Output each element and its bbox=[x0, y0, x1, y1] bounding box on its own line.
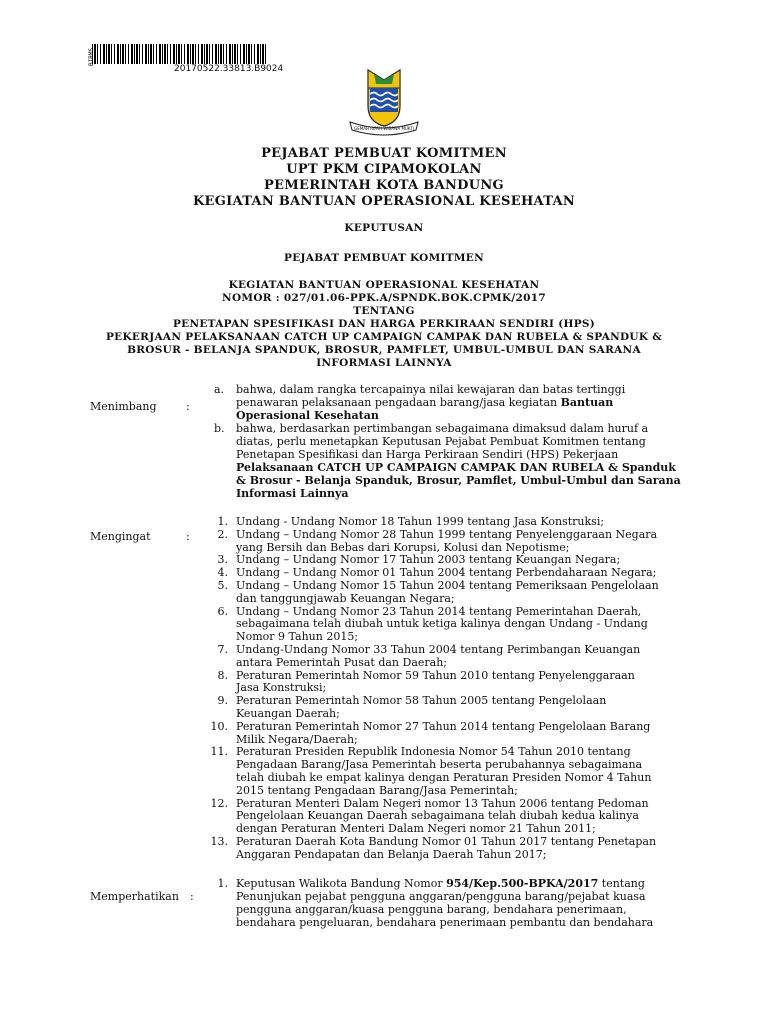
header-line-1: PEJABAT PEMBUAT KOMITMEN bbox=[261, 146, 507, 161]
mengingat-item-line: Peraturan Presiden Republik Indonesia Nomor 54 Tahun 2010 tentang bbox=[236, 745, 631, 759]
mengingat-item-number: 4. bbox=[217, 566, 228, 580]
mengingat-item-number: 12. bbox=[210, 796, 228, 810]
mengingat-item-line: telah diubah ke empat kalinya dengan Peraturan Presiden Nomor 4 Tahun bbox=[236, 771, 652, 784]
mengingat-item-line: Nomor 9 Tahun 2015; bbox=[236, 630, 359, 644]
memperhatikan-label: Memperhatikan bbox=[90, 890, 179, 903]
keputusan-heading: KEPUTUSAN bbox=[344, 222, 424, 234]
barcode bbox=[92, 44, 268, 64]
mengingat-item-line: Undang – Undang Nomor 15 Tahun 2004 tentang Pemeriksaan Pengelolaan bbox=[236, 579, 659, 592]
mengingat-item-line: Undang – Undang Nomor 23 Tahun 2014 tentang Pemerintahan Daerah, bbox=[236, 604, 642, 618]
mengingat-item-line: Peraturan Menteri Dalam Negeri nomor 13 Tahun 2006 tentang Pedoman bbox=[236, 796, 649, 810]
menimbang-a-line-2: penawaran pelaksanaan pengadaan barang/jasa kegiatan Bantuan bbox=[236, 396, 614, 409]
menimbang-colon: : bbox=[186, 400, 190, 413]
mengingat-item-line: Undang – Undang Nomor 28 Tahun 1999 tentang Penyelenggaraan Negara bbox=[236, 527, 658, 541]
emblem-motto: GEMAH RIPAH WIBAWA MUKTI bbox=[354, 126, 414, 131]
mengingat-item-number: 8. bbox=[217, 668, 228, 682]
mengingat-item-line: Undang - Undang Nomor 18 Tahun 1999 tentang Jasa Konstruksi; bbox=[236, 515, 605, 528]
header-line-4: KEGIATAN BANTUAN OPERASIONAL KESEHATAN bbox=[192, 194, 576, 209]
memperhatikan-colon: : bbox=[190, 890, 194, 903]
mengingat-item-line: Peraturan Pemerintah Nomor 59 Tahun 2010 tentang Penyelenggaraan bbox=[236, 668, 635, 682]
header-line-2: UPT PKM CIPAMOKOLAN bbox=[286, 162, 482, 177]
title-line-2: PEKERJAAN PELAKSANAAN CATCH UP CAMPAIGN CAMPAK DAN RUBELA & SPANDUK & bbox=[105, 331, 663, 343]
title-line-3: BROSUR - BELANJA SPANDUK, BROSUR, PAMFLET, UMBUL-UMBUL DAN SARANA bbox=[127, 344, 641, 356]
mengingat-item-line: dengan Peraturan Menteri Dalam Negeri nomor 21 Tahun 2011; bbox=[236, 822, 596, 836]
mengingat-item-number: 13. bbox=[210, 835, 228, 848]
mengingat-item-line: sebagaimana telah diubah untuk ketiga kalinya dengan Undang - Undang bbox=[236, 617, 648, 631]
mengingat-item-line: Milik Negara/Daerah; bbox=[236, 732, 358, 746]
mengingat-item-number: 11. bbox=[210, 745, 228, 759]
mengingat-label: Mengingat bbox=[90, 530, 151, 543]
mengingat-item-line: 2015 tentang Pengadaan Barang/Jasa Pemerintah; bbox=[236, 783, 518, 797]
mengingat-item-number: 10. bbox=[210, 719, 228, 733]
mengingat-item-number: 3. bbox=[217, 553, 228, 567]
header-line-3: PEMERINTAH KOTA BANDUNG bbox=[264, 178, 504, 193]
mengingat-item-line: Undang – Undang Nomor 01 Tahun 2004 tentang Perbendaharaan Negara; bbox=[236, 566, 657, 580]
pejabat-heading: PEJABAT PEMBUAT KOMITMEN bbox=[284, 252, 484, 264]
menimbang-a-line-1: bahwa, dalam rangka tercapainya nilai kewajaran dan batas tertinggi bbox=[236, 383, 626, 396]
mengingat-item-number: 9. bbox=[217, 694, 228, 708]
title-line-4: INFORMASI LAINNYA bbox=[316, 357, 452, 369]
menimbang-b-line-3: Penetapan Spesifikasi dan Harga Perkiraan Sendiri (HPS) Pekerjaan bbox=[236, 448, 619, 461]
mengingat-item-line: Peraturan Daerah Kota Bandung Nomor 01 Tahun 2017 tentang Penetapan bbox=[236, 835, 657, 848]
mengingat-item-line: Jasa Konstruksi; bbox=[236, 681, 327, 695]
mengingat-item-line: Undang-Undang Nomor 33 Tahun 2004 tentang Perimbangan Keuangan bbox=[236, 643, 641, 656]
memperhatikan-line-1: Keputusan Walikota Bandung Nomor 954/Kep.500-BPKA/2017 tentang bbox=[236, 877, 645, 890]
mengingat-item-line: Undang – Undang Nomor 17 Tahun 2003 tentang Keuangan Negara; bbox=[236, 553, 621, 567]
menimbang-b-line-4: Pelaksanaan CATCH UP CAMPAIGN CAMPAK DAN RUBELA & Spanduk bbox=[236, 461, 676, 474]
mengingat-colon: : bbox=[186, 530, 190, 543]
mengingat-item-line: Pengadaan Barang/Jasa Pemerintah beserta perubahannya sebagaimana bbox=[236, 758, 643, 772]
menimbang-b-mark: b. bbox=[214, 422, 225, 435]
title-line-1: PENETAPAN SPESIFIKASI DAN HARGA PERKIRAAN SENDIRI (HPS) bbox=[172, 318, 596, 330]
menimbang-label: Menimbang bbox=[90, 400, 157, 413]
mengingat-item-number: 5. bbox=[217, 579, 228, 592]
city-emblem bbox=[340, 66, 428, 136]
memperhatikan-number: 1. bbox=[217, 877, 228, 890]
menimbang-b-line-5: & Brosur - Belanja Spanduk, Brosur, Pamflet, Umbul-Umbul dan Sarana bbox=[236, 474, 681, 487]
mengingat-item-line: yang Bersih dan Bebas dari Korupsi, Kolusi dan Nepotisme; bbox=[236, 540, 570, 554]
mengingat-item-number: 1. bbox=[217, 515, 228, 528]
tentang-heading: TENTANG bbox=[353, 305, 415, 317]
mengingat-item-number: 6. bbox=[217, 604, 228, 618]
mengingat-item-number: 2. bbox=[217, 527, 228, 541]
mengingat-item-line: dan tanggungjawab Keuangan Negara; bbox=[236, 591, 455, 605]
menimbang-b-line-6: Informasi Lainnya bbox=[236, 487, 349, 500]
mengingat-item-number: 7. bbox=[217, 643, 228, 656]
nomor-heading: NOMOR : 027/01.06-PPK.A/SPNDK.BOK.CPMK/2017 bbox=[222, 292, 546, 304]
memperhatikan-line-3: pengguna anggaran/kuasa pengguna barang, bendahara penerimaan, bbox=[236, 903, 627, 916]
mengingat-item-line: Pengelolaan Keuangan Daerah sebagaimana telah diubah kedua kalinya bbox=[236, 809, 639, 823]
mengingat-item-line: Peraturan Pemerintah Nomor 27 Tahun 2014 tentang Pengelolaan Barang bbox=[236, 719, 651, 733]
menimbang-b-line-2: diatas, perlu menetapkan Keputusan Pejabat Pembuat Komitmen tentang bbox=[236, 435, 646, 448]
menimbang-a-mark: a. bbox=[214, 383, 225, 396]
mengingat-item-line: Peraturan Pemerintah Nomor 58 Tahun 2005 tentang Pengelolaan bbox=[236, 694, 607, 708]
mengingat-item-line: antara Pemerintah Pusat dan Daerah; bbox=[236, 655, 447, 669]
kegiatan-heading: KEGIATAN BANTUAN OPERASIONAL KESEHATAN bbox=[228, 279, 540, 291]
memperhatikan-line-4: bendahara pengeluaran, bendahara penerimaan pembantu dan bendahara bbox=[236, 916, 654, 929]
mengingat-item-line: Anggaran Pendapatan dan Belanja Daerah Tahun 2017; bbox=[236, 847, 547, 861]
barcode-side-text: BIRMS bbox=[88, 47, 95, 66]
menimbang-b-line-1: bahwa, berdasarkan pertimbangan sebagaimana dimaksud dalam huruf a bbox=[236, 422, 649, 435]
menimbang-a-line-3: Operasional Kesehatan bbox=[236, 409, 379, 422]
memperhatikan-line-2: Penunjukan pejabat pengguna anggaran/pengguna barang/pejabat kuasa bbox=[236, 890, 646, 903]
barcode-number: 20170522.33813.B9024 bbox=[174, 64, 284, 74]
mengingat-item-line: Keuangan Daerah; bbox=[236, 707, 340, 720]
